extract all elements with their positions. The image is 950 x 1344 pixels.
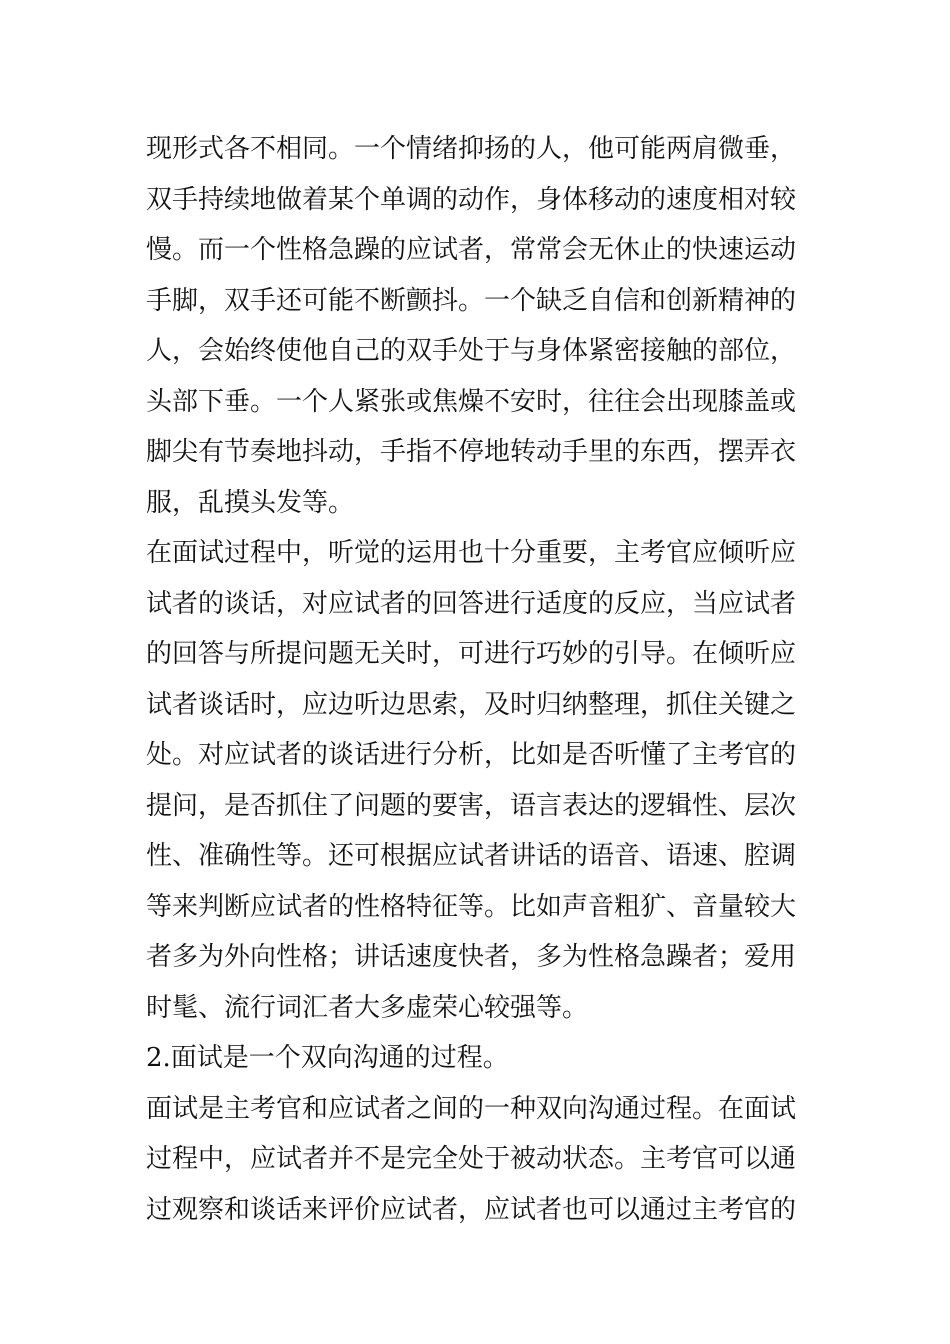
text-line: 头部下垂。一个人紧张或焦燥不安时，往往会出现膝盖或 — [146, 386, 797, 417]
text-line: 者多为外向性格；讲话速度快者，多为性格急躁者；爱用 — [146, 942, 797, 972]
text-line: 过程中，应试者并不是完全处于被动状态。主考官可以通 — [146, 1144, 797, 1174]
text-line: 的回答与所提问题无关时，可进行巧妙的引导。在倾听应 — [146, 639, 797, 669]
text-line: 人，会始终使他自己的双手处于与身体紧密接触的部位， — [146, 336, 797, 366]
text-line: 试者的谈话，对应试者的回答进行适度的反应，当应试者 — [146, 588, 797, 619]
text-line: 过观察和谈话来评价应试者，应试者也可以通过主考官的 — [146, 1194, 797, 1225]
text-line: 手脚，双手还可能不断颤抖。一个缺乏自信和创新精神的 — [146, 285, 797, 316]
section-heading: 2.面试是一个双向沟通的过程。 — [146, 1043, 509, 1073]
document-body — [146, 124, 811, 1235]
text-line: 时髦、流行词汇者大多虚荣心较强等。 — [146, 992, 589, 1023]
text-line: 处。对应试者的谈话进行分析，比如是否听懂了主考官的 — [146, 740, 797, 770]
text-line: 现形式各不相同。一个情绪抑扬的人，他可能两肩微垂， — [146, 134, 797, 164]
text-line: 慢。而一个性格急躁的应试者，常常会无休止的快速运动 — [146, 235, 797, 265]
text-line: 试者谈话时，应边听边思索，及时归纳整理，抓住关键之 — [146, 689, 797, 720]
text-line: 性、准确性等。还可根据应试者讲话的语音、语速、腔调 — [146, 841, 797, 871]
text-line: 服，乱摸头发等。 — [146, 487, 355, 518]
text-line: 在面试过程中，听觉的运用也十分重要，主考官应倾听应 — [146, 538, 797, 568]
text-line: 等来判断应试者的性格特征等。比如声音粗犷、音量较大 — [146, 891, 797, 922]
text-line: 双手持续地做着某个单调的动作，身体移动的速度相对较 — [146, 184, 797, 215]
text-line: 提问，是否抓住了问题的要害，语言表达的逻辑性、层次 — [146, 790, 797, 821]
text-line: 面试是主考官和应试者之间的一种双向沟通过程。在面试 — [146, 1093, 797, 1124]
text-line: 脚尖有节奏地抖动，手指不停地转动手里的东西，摆弄衣 — [146, 437, 797, 467]
